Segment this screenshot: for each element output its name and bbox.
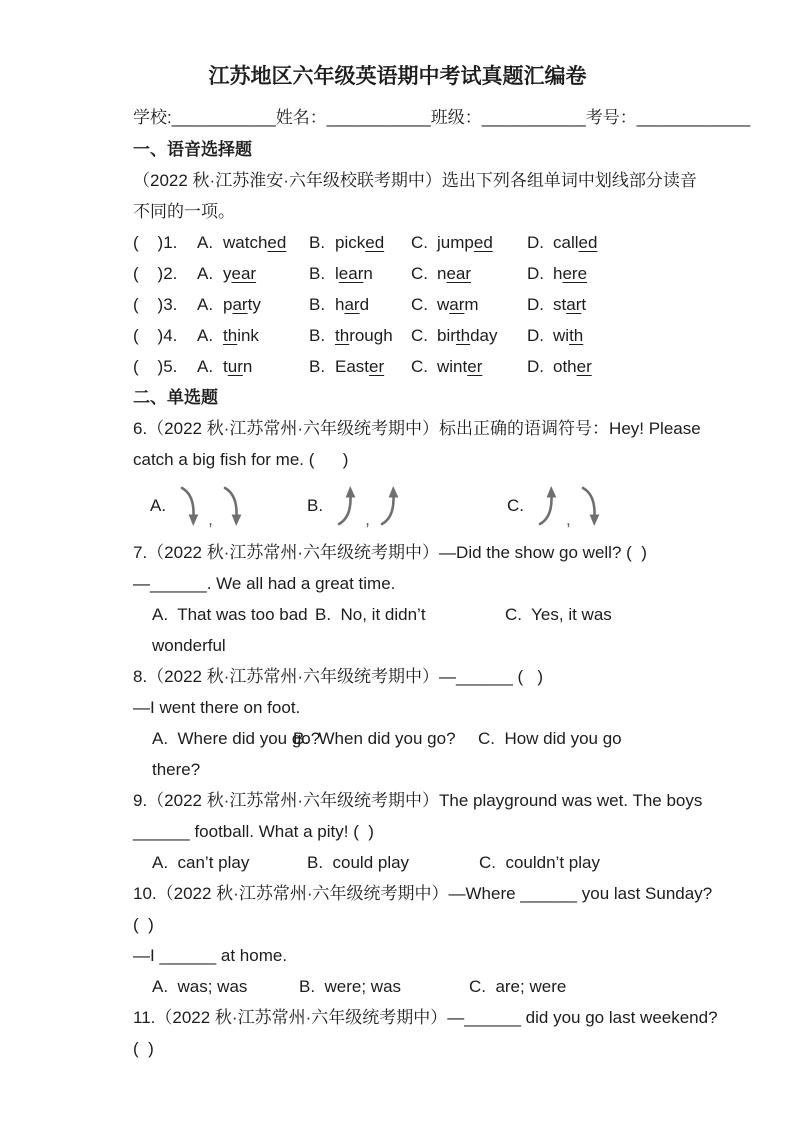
option-label: A. <box>150 496 167 515</box>
word-underlined: ar <box>344 295 360 314</box>
answer-bracket: ( )3. <box>133 295 178 314</box>
word-underlined: ar <box>232 295 248 314</box>
option-d <box>527 320 662 351</box>
falling-intonation-arrow-icon <box>221 485 243 527</box>
option-word <box>553 264 587 283</box>
section-1-intro-line-2: 不同的一项。 <box>133 202 235 221</box>
option-label: B. <box>309 295 326 314</box>
phonics-question-3 <box>133 289 662 320</box>
word-pre: East <box>335 357 370 376</box>
option-a: A. was; was <box>152 977 248 996</box>
phonics-question-2 <box>133 258 662 289</box>
option-a <box>197 289 309 320</box>
question-10-line-3: —I ______ at home. <box>133 946 288 965</box>
word-pre: wi <box>553 326 570 345</box>
option-b <box>309 227 411 258</box>
word-post: rough <box>349 326 393 345</box>
option-label: A. <box>197 264 214 283</box>
option-c <box>411 289 527 320</box>
word-pre: pick <box>335 233 366 252</box>
word-underlined: ed <box>267 233 287 252</box>
option-b <box>309 351 411 382</box>
word-pre: jump <box>437 233 474 252</box>
field-exam-number-blank: ____________ <box>636 108 751 127</box>
option-label: C. <box>411 264 428 283</box>
question-9-line-1: 9.（2022 秋·江苏常州·六年级统考期中）The playground was wet. The boys <box>133 791 703 810</box>
section-1-heading: 一、语音选择题 <box>133 140 252 159</box>
option-label: D. <box>527 326 544 345</box>
word-underlined: ed <box>578 233 598 252</box>
word-post: t <box>581 295 587 314</box>
phonics-question-5 <box>133 351 662 382</box>
page-title: 江苏地区六年级英语期中考试真题汇编卷 <box>208 65 587 88</box>
rising-intonation-arrow-icon <box>378 485 400 527</box>
word-pre: n <box>437 264 447 283</box>
word-underlined: th <box>569 326 584 345</box>
field-school <box>133 101 276 134</box>
word-underlined: ear <box>446 264 472 283</box>
option-c: C. couldn’t play <box>479 853 600 872</box>
option-label: C. <box>411 233 428 252</box>
word-pre: p <box>223 295 233 314</box>
option-a <box>197 320 309 351</box>
word-underlined: er <box>467 357 483 376</box>
option-a <box>197 227 309 258</box>
word-pre: st <box>553 295 567 314</box>
field-name-blank: ___________ <box>326 108 431 127</box>
question-6-options-row <box>133 475 662 537</box>
option-word <box>437 357 482 376</box>
option-label: C. <box>411 295 428 314</box>
option-d <box>527 289 662 320</box>
field-school-blank: ___________ <box>171 108 276 127</box>
option-c <box>507 485 601 527</box>
word-pre: y <box>223 264 232 283</box>
word-pre: h <box>553 264 563 283</box>
answer-bracket: ( )5. <box>133 357 178 376</box>
option-b: B. When did you go? <box>293 729 456 748</box>
option-c: C. How did you go <box>478 729 622 748</box>
option-d <box>527 258 662 289</box>
option-c <box>411 320 527 351</box>
question-10-line-1: 10.（2022 秋·江苏常州·六年级统考期中）—Where ______ you last Sunday? <box>133 884 713 903</box>
option-label: B. <box>309 357 326 376</box>
word-pre: wint <box>437 357 468 376</box>
rising-intonation-arrow-icon <box>536 485 558 527</box>
option-word <box>437 233 493 252</box>
comma-separator: , <box>208 510 213 529</box>
word-underlined: ear <box>338 264 364 283</box>
option-word <box>223 295 261 314</box>
option-label: D. <box>527 233 544 252</box>
question-7-option-continuation: wonderful <box>152 636 226 655</box>
option-label: C. <box>411 357 428 376</box>
option-word <box>553 357 592 376</box>
word-underlined: er <box>576 357 592 376</box>
option-a: A. can’t play <box>152 853 250 872</box>
word-post: ty <box>247 295 261 314</box>
word-underlined: ar <box>449 295 465 314</box>
header-fields-row <box>133 101 751 134</box>
word-underlined: er <box>369 357 385 376</box>
question-10-line-2: ( ) <box>133 915 154 934</box>
option-word <box>223 357 252 376</box>
word-post: d <box>359 295 370 314</box>
option-a <box>197 258 309 289</box>
section-2-heading: 二、单选题 <box>133 388 218 407</box>
word-underlined: th <box>455 326 471 345</box>
option-label: D. <box>527 357 544 376</box>
intonation-arrows <box>178 485 243 527</box>
option-label: A. <box>197 326 214 345</box>
option-word <box>437 295 479 314</box>
option-b <box>309 320 411 351</box>
option-c <box>411 227 527 258</box>
falling-intonation-arrow-icon <box>178 485 200 527</box>
field-exam-number-label: 考号： <box>585 108 637 127</box>
option-label: C. <box>507 496 524 515</box>
option-c: C. Yes, it was <box>505 605 612 624</box>
option-word <box>335 326 393 345</box>
option-word <box>335 357 384 376</box>
field-class-blank: ___________ <box>481 108 586 127</box>
answer-bracket: ( )4. <box>133 326 178 345</box>
question-8-line-2: —I went there on foot. <box>133 698 301 717</box>
field-exam-number <box>586 101 750 134</box>
comma-separator: , <box>365 510 370 529</box>
option-word <box>553 233 597 252</box>
intonation-arrows <box>536 485 601 527</box>
option-label: B. <box>309 233 326 252</box>
option-b: B. were; was <box>299 977 402 996</box>
field-class-label: 班级： <box>430 108 482 127</box>
comma-separator: , <box>566 510 571 529</box>
option-word <box>223 264 256 283</box>
question-7-line-2: —______. We all had a great time. <box>133 574 396 593</box>
option-b: B. No, it didn’t <box>315 605 426 624</box>
option-word <box>335 295 369 314</box>
word-underlined: ur <box>227 357 243 376</box>
word-post: day <box>470 326 498 345</box>
option-label: C. <box>411 326 428 345</box>
option-word <box>437 326 498 345</box>
falling-intonation-arrow-icon <box>579 485 601 527</box>
option-d <box>527 351 662 382</box>
word-pre: l <box>335 264 339 283</box>
question-8-line-1: 8.（2022 秋·江苏常州·六年级统考期中）—______ ( ) <box>133 667 543 686</box>
word-underlined: ar <box>566 295 582 314</box>
option-word <box>335 233 384 252</box>
word-pre: t <box>223 357 228 376</box>
option-c <box>411 258 527 289</box>
phonics-question-4 <box>133 320 662 351</box>
question-9-line-2: ______ football. What a pity! ( ) <box>133 822 374 841</box>
rising-intonation-arrow-icon <box>335 485 357 527</box>
option-label: D. <box>527 264 544 283</box>
option-b <box>309 258 411 289</box>
answer-bracket: ( )1. <box>133 233 178 252</box>
option-label: A. <box>197 233 214 252</box>
option-word <box>553 326 583 345</box>
question-6-line-2: catch a big fish for me. ( ) <box>133 450 349 469</box>
option-word <box>553 295 586 314</box>
word-post: n <box>363 264 373 283</box>
question-8-option-continuation: there? <box>152 760 201 779</box>
question-6-line-1: 6.（2022 秋·江苏常州·六年级统考期中）标出正确的语调符号：Hey! Please <box>133 419 701 438</box>
word-pre: call <box>553 233 579 252</box>
question-7-line-1: 7.（2022 秋·江苏常州·六年级统考期中）—Did the show go well? ( ) <box>133 543 647 562</box>
option-a: A. Where did you go? <box>152 729 321 748</box>
option-d <box>527 227 662 258</box>
word-pre: oth <box>553 357 577 376</box>
section-1-intro-line-1: （2022 秋·江苏淮安·六年级校联考期中）选出下列各组单词中划线部分读音 <box>133 171 697 190</box>
field-class <box>431 101 586 134</box>
word-underlined: th <box>335 326 350 345</box>
word-post: m <box>464 295 479 314</box>
question-8-options-row <box>133 723 662 754</box>
question-10-options-row <box>133 971 662 1002</box>
word-pre: w <box>437 295 450 314</box>
option-b: B. could play <box>307 853 410 872</box>
option-word <box>335 264 373 283</box>
option-a <box>150 485 307 527</box>
word-underlined: ere <box>562 264 588 283</box>
option-label: A. <box>197 357 214 376</box>
word-underlined: ear <box>231 264 257 283</box>
word-underlined: ed <box>473 233 493 252</box>
word-pre: watch <box>223 233 268 252</box>
field-name <box>276 101 431 134</box>
answer-bracket: ( )2. <box>133 264 178 283</box>
word-underlined: ed <box>365 233 385 252</box>
option-label: B. <box>309 264 326 283</box>
question-9-options-row <box>133 847 662 878</box>
option-label: D. <box>527 295 544 314</box>
word-pre: h <box>335 295 345 314</box>
option-label: B. <box>307 496 324 515</box>
question-11-line-2: ( ) <box>133 1039 154 1058</box>
word-post: ink <box>237 326 259 345</box>
option-c <box>411 351 527 382</box>
option-a <box>197 351 309 382</box>
option-b <box>307 485 507 527</box>
question-11-line-1: 11.（2022 秋·江苏常州·六年级统考期中）—______ did you go last weekend? <box>133 1008 718 1027</box>
option-word <box>437 264 471 283</box>
intonation-arrows <box>335 485 400 527</box>
option-label: B. <box>309 326 326 345</box>
option-c: C. are; were <box>469 977 567 996</box>
word-underlined: th <box>223 326 238 345</box>
field-school-label: 学校: <box>133 108 172 127</box>
option-b <box>309 289 411 320</box>
field-name-label: 姓名： <box>275 108 327 127</box>
word-post: n <box>242 357 253 376</box>
option-a: A. That was too bad <box>152 605 308 624</box>
option-word <box>223 326 259 345</box>
phonics-question-1 <box>133 227 662 258</box>
word-pre: bir <box>437 326 456 345</box>
option-word <box>223 233 286 252</box>
option-label: A. <box>197 295 214 314</box>
question-7-options-row <box>133 599 662 630</box>
